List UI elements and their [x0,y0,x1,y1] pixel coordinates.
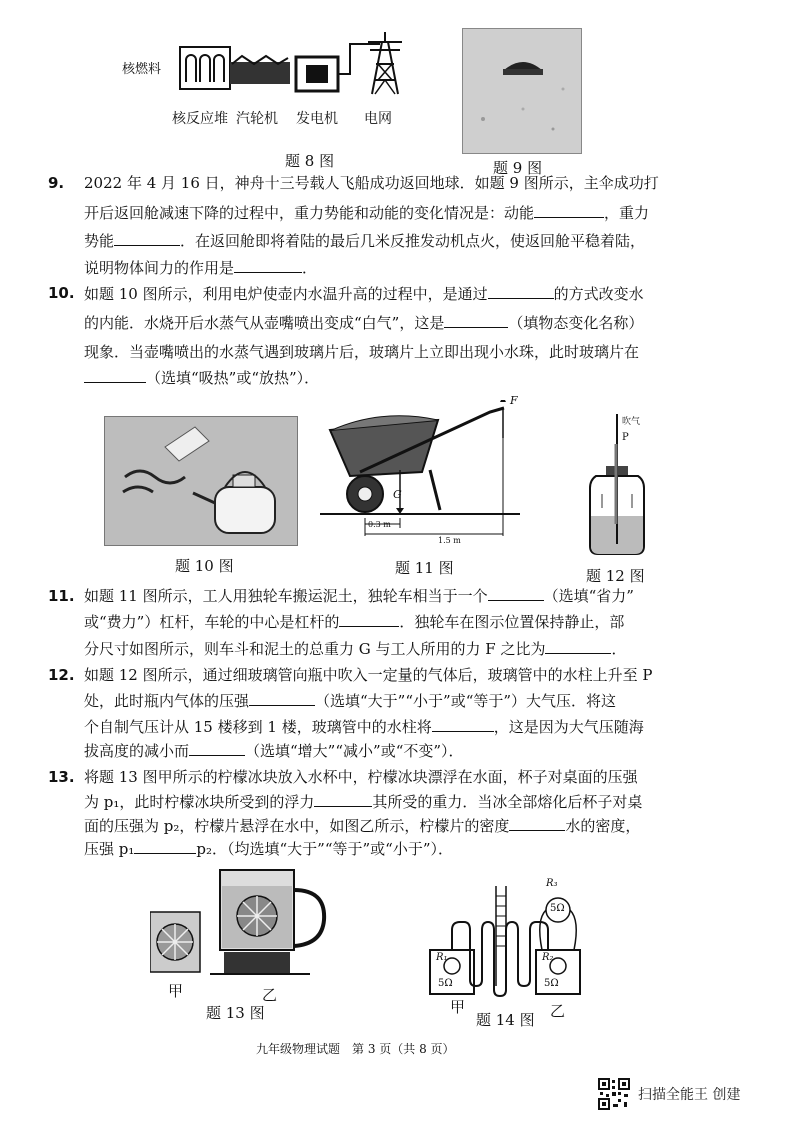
q9-line-4-tail: ． [302,259,318,277]
q11-line-1-text: 如题 11 图所示，工人用独轮车搬运泥土，独轮车相当于一个 [84,587,488,605]
q13-line-2-tail: 其所受的重力．当冰全部熔化后杯子对桌 [372,793,643,811]
q12-blank-pressure[interactable] [249,689,315,706]
resistor-r1-label: R₁ [436,952,448,963]
label-reactor: 核反应堆 [172,111,228,127]
q10-line-4-text: （选填“吸热”或“放热”）． [146,369,320,387]
q10-line-1-text: 如题 10 图所示，利用电炉使壶内水温升高的过程中，是通过 [84,285,488,303]
q13-line-3-text: 面的压强为 p₂，柠檬片悬浮在水中，如图乙所示，柠檬片的密度 [84,817,510,835]
q12-line-3 [84,715,644,739]
label-turbine: 汽轮机 [236,111,278,127]
page-footer: 九年级物理试题 第 3 页（共 8 页） [256,1042,455,1056]
force-label: F [510,394,518,407]
wheelbarrow-diagram [320,400,520,550]
q11-blank-ratio[interactable] [545,637,611,654]
label-nuclear-fuel: 核燃料 [122,62,162,77]
q10-blank-method[interactable] [488,282,554,299]
figure-12-caption: 题 12 图 [586,567,645,585]
q10-line-2 [84,311,643,335]
figure-10-photo [104,416,298,546]
q9-line-2-text: 开后返回舱减速下降的过程中，重力势能和动能的变化情况是：动能 [84,204,535,222]
qr-code-icon [598,1078,630,1110]
gravity-label: G [393,488,402,501]
q12-line-3-text: 个自制气压计从 15 楼移到 1 楼，玻璃管中的水柱将 [84,718,432,736]
q12-line-3-tail: ，这是因为大气压随海 [493,718,644,736]
q9-blank-force[interactable] [234,256,302,273]
figure-10-caption: 题 10 图 [175,557,234,575]
q9-line-4 [84,256,317,280]
q10-number: 10. [48,284,75,302]
q9-line-2-tail: ，重力 [604,204,650,222]
q10-line-3: 现象．当壶嘴喷出的水蒸气遇到玻璃片后，玻璃片上立即出现小水珠，此时玻璃片在 [84,343,640,361]
q11-line-2-tail: ．独轮车在图示位置保持静止，部 [399,613,625,631]
q11-number: 11. [48,587,75,605]
figure-9-photo [462,28,582,154]
figure-13-label-b: 乙 [262,986,278,1004]
figure-12 [582,404,652,560]
figure-9-caption: 题 9 图 [493,159,543,177]
q11-blank-fulcrum[interactable] [339,610,399,627]
point-p-label: P [622,432,629,443]
q13-number: 13. [48,768,75,786]
q9-blank-kinetic[interactable] [534,201,604,218]
q9-line-2 [84,201,649,225]
lemon-ice-cup-diagram [150,868,330,988]
q11-blank-lever-type[interactable] [488,584,544,601]
resistor-r2-value: 5Ω [544,978,559,989]
q12-line-1: 如题 12 图所示，通过细玻璃管向瓶中吹入一定量的气体后，玻璃管中的水柱上升至 P [84,666,653,684]
figure-8 [120,12,440,142]
figure-14-label-a: 甲 [450,998,466,1016]
q10-line-1 [84,282,644,306]
q11-line-3-tail: ． [611,640,627,658]
q12-blank-column[interactable] [432,715,494,732]
label-generator: 发电机 [296,111,338,127]
blow-label: 吹气 [622,417,641,427]
q12-line-2-text: 处，此时瓶内气体的压强 [84,692,250,710]
figure-13-caption: 题 13 图 [206,1004,265,1022]
q13-line-4 [84,837,453,861]
figure-13-label-a: 甲 [168,982,184,1000]
figure-14-label-b: 乙 [550,1002,566,1020]
q9-line-3-text: 势能 [84,232,115,250]
q9-line-3-tail: ．在返回舱即将着陆的最后几米反推发动机点火，使返回舱平稳着陆， [180,232,646,250]
q13-blank-buoyancy[interactable] [314,790,372,807]
q12-line-2-tail: （选填“大于”“小于”或“等于”）大气压．将这 [315,692,617,710]
q9-number: 9. [48,174,65,192]
resistor-r3-value: 5Ω [550,903,565,914]
figure-8-caption: 题 8 图 [285,152,335,170]
q10-blank-state-change[interactable] [444,311,508,328]
q10-line-2-tail: （填物态变化名称） [508,314,644,332]
q11-line-1-tail: （选填“省力” [543,587,634,605]
q9-line-3 [84,229,645,253]
q10-line-1-tail: 的方式改变水 [553,285,644,303]
q11-line-1 [84,584,634,608]
figure-11-caption: 题 11 图 [395,559,454,577]
q12-line-4-tail: （选填“增大”“减小”或“不变”）． [245,742,464,760]
q11-line-2-text: 或“费力”）杠杆，车轮的中心是杠杆的 [84,613,340,631]
q13-line-1: 将题 13 图甲所示的柠檬冰块放入水杯中，柠檬冰块漂浮在水面，杯子对桌面的压强 [84,768,638,786]
q11-line-3-text: 分尺寸如图所示，则车斗和泥土的总重力 G 与工人所用的力 F 之比为 [84,640,546,658]
q10-line-4 [84,366,319,390]
q13-blank-density[interactable] [509,814,565,831]
q10-blank-heat[interactable] [84,366,146,383]
nuclear-power-diagram [120,12,440,142]
figure-11 [320,394,520,550]
q13-line-4-text: 压强 p₁ [84,840,135,858]
scanner-watermark-text: 扫描全能王 创建 [638,1087,741,1103]
dimension-long: 1.5 m [438,536,461,545]
q9-line-1: 2022 年 4 月 16 日，神舟十三号载人飞船成功返回地球．如题 9 图所示，主伞成功打 [84,174,659,192]
q13-line-4-tail: p₂．（均选填“大于”“等于”或“小于”）． [196,840,454,858]
q9-line-4-text: 说明物体间力的作用是 [84,259,235,277]
q11-line-2 [84,610,624,634]
q13-line-3 [84,814,640,838]
resistor-r1-value: 5Ω [438,978,453,989]
q13-line-3-tail: 水的密度， [565,817,641,835]
resistor-r2-label: R₂ [542,952,554,963]
q12-line-4 [84,739,464,763]
q12-line-4-text: 拔高度的减小而 [84,742,190,760]
q11-line-3 [84,637,626,661]
barometer-bottle-diagram [582,404,652,560]
q10-line-2-text: 的内能．水烧开后水蒸气从壶嘴喷出变成“白气”，这是 [84,314,445,332]
resistor-r3-label: R₃ [546,878,558,889]
q12-number: 12. [48,666,75,684]
label-grid: 电网 [364,111,392,127]
figure-13 [150,868,330,1004]
q12-blank-trend[interactable] [189,739,245,756]
figure-14-caption: 题 14 图 [476,1011,535,1029]
q13-line-2 [84,790,642,814]
dimension-short: 0.3 m [368,520,391,529]
q13-line-2-text: 为 p₁，此时柠檬冰块所受到的浮力 [84,793,315,811]
q9-blank-potential[interactable] [114,229,180,246]
q12-line-2 [84,689,616,713]
q13-blank-pressure-compare[interactable] [134,837,196,854]
